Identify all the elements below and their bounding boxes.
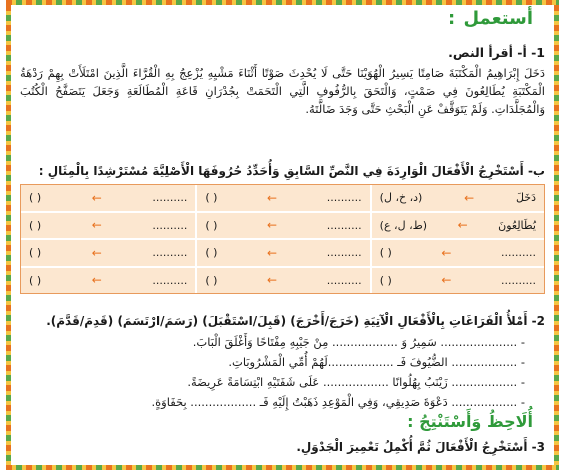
- reading-passage: دَخَلَ إِبْرَاهِيمُ الْمَكْتَبَةَ صَامِتًا يَسِيرُ الْهُوَيْنَا حَتَّى لَا يُحْدِثَ صَوْتًا أَثْنَاءَ مَشْيِهِ يُزْعِجُ بِهِ الْقُرَّاءَ الَّذِينَ امْتَلَأَتْ بِهِمْ رَدْهَةُ الْمَكْتَبَةِ يُطَالِعُونَ فِي صَمْتٍ، وَالْتَحَقَ بِالرُّفُوفِ الَّتِي الْتَحَمَتْ بِجُدْرَانِ قَاعَةِ الْمُطَالَعَةِ وَجَعَلَ يَتَصَفَّحُ الْكُتُبَ وَالْمُجَلَّدَاتِ. وَلَمْ يَتَوَقَّفْ عَنِ الْبَحْثِ حَتَّى وَجَدَ ضَالَّتَهُ.: [20, 66, 545, 116]
- verb-word[interactable]: ..........: [152, 218, 188, 232]
- verb-word[interactable]: ..........: [326, 273, 362, 287]
- arrow-left-icon: ←: [457, 218, 468, 233]
- roots-cell: [197, 268, 369, 294]
- roots-cell: [372, 240, 544, 268]
- roots-column-3: [21, 185, 195, 293]
- roots-cell: [21, 213, 195, 241]
- arrow-left-icon: ←: [91, 218, 102, 233]
- roots-cell: [197, 185, 369, 213]
- question-2-instruction: 2- أَمْلأُ الْفَرَاغَاتِ بِالْأَفْعَالِ الْآتِيَةِ (خَرَجَ/أَخْرَجَ) (قَبِلَ/اسْتَقْبَلَ) (رَسَمَ/ارْتَسَمَ) (قَدِمَ/قَدَّمَ).: [46, 314, 545, 328]
- roots-cell: [197, 240, 369, 268]
- verb-word[interactable]: ..........: [326, 218, 362, 232]
- roots-cell: [21, 185, 195, 213]
- roots-cell: [197, 213, 369, 241]
- arrow-left-icon: ←: [267, 273, 278, 288]
- root-letters[interactable]: ( ): [205, 246, 218, 260]
- root-letters[interactable]: ( ): [29, 273, 42, 287]
- arrow-left-icon: ←: [91, 245, 102, 260]
- arrow-left-icon: ←: [464, 190, 475, 205]
- arrow-left-icon: ←: [441, 273, 452, 288]
- verb-word[interactable]: ..........: [152, 273, 188, 287]
- verb-word[interactable]: ..........: [152, 191, 188, 205]
- question-1b-instruction: ب- أَسْتَخْرِجُ الْأَفْعَالَ الْوَارِدَةَ فِي النَّصِّ السَّابِقِ وَأُحَدِّدُ حُرُوفَهَا الْأَصْلِيَّةَ مُسْتَرْشِدًا بِالْمِثَالِ :: [38, 164, 545, 178]
- fill-in-lines: [70, 332, 525, 412]
- roots-cell: [372, 268, 544, 294]
- root-letters: (د، خ، ل): [379, 191, 423, 205]
- verb-word[interactable]: ..........: [501, 273, 536, 287]
- root-letters[interactable]: ( ): [379, 246, 392, 260]
- observe-conclude-heading: أُلَاحِظُ وَأَسْتَنْتِجُ :: [407, 412, 533, 431]
- verb-word[interactable]: ..........: [501, 246, 536, 260]
- section-heading-text: أستعمل: [463, 8, 533, 29]
- roots-cell: [21, 240, 195, 268]
- arrow-left-icon: ←: [267, 190, 278, 205]
- question-1-title: [20, 44, 545, 62]
- roots-cell: [372, 213, 544, 241]
- decorative-border-bottom: [6, 465, 559, 470]
- decorative-border-right: [554, 5, 559, 465]
- decorative-border-top: [6, 0, 559, 5]
- root-letters[interactable]: ( ): [379, 273, 392, 287]
- roots-column-1: [370, 185, 544, 293]
- root-letters[interactable]: ( ): [205, 191, 218, 205]
- root-letters: (ط، ل، ع): [379, 218, 428, 232]
- section-heading-colon: :: [448, 8, 456, 29]
- arrow-left-icon: ←: [267, 245, 278, 260]
- arrow-left-icon: ←: [441, 245, 452, 260]
- root-letters[interactable]: ( ): [205, 218, 218, 232]
- roots-column-2: [195, 185, 369, 293]
- roots-table: [20, 184, 545, 294]
- root-letters[interactable]: ( ): [29, 191, 42, 205]
- root-letters[interactable]: ( ): [29, 246, 42, 260]
- root-letters[interactable]: ( ): [29, 218, 42, 232]
- section-heading: [448, 8, 533, 29]
- fill-in-line[interactable]: - ..................... سَمِيرُ وَ .................. مِنْ جَيْبِهِ مِفْتَاحًا وَأَغْلَقَ الْبَابَ.: [192, 335, 525, 349]
- arrow-left-icon: ←: [91, 190, 102, 205]
- roots-cell: [21, 268, 195, 294]
- question-1-label: أ- أقرأ النص.: [448, 45, 527, 60]
- verb-word[interactable]: ..........: [326, 246, 362, 260]
- arrow-left-icon: ←: [91, 273, 102, 288]
- fill-in-line[interactable]: - .................. دَعْوَةَ صَدِيقِي، وَفِي الْمَوْعِدِ ذَهَبْتُ إِلَيْهِ فَـ .................. بِحَفَاوَةٍ.: [151, 395, 525, 409]
- verb-word[interactable]: ..........: [152, 246, 188, 260]
- question-3-instruction: 3- أَسْتَخْرِجُ الْأَفْعَالَ ثُمَّ أُكْمِلُ تَعْمِيرَ الْجَدْوَلِ.: [296, 440, 545, 454]
- root-letters[interactable]: ( ): [205, 273, 218, 287]
- fill-in-line[interactable]: - .................. الضُّيُوفَ فَـ ..................لَهُمْ أُمِّي الْمَشْرُوبَاتِ.: [228, 355, 525, 369]
- roots-cell: [372, 185, 544, 213]
- verb-word[interactable]: ..........: [326, 191, 362, 205]
- verb-word: دَخَلَ: [515, 191, 536, 205]
- decorative-border-left: [6, 5, 11, 465]
- arrow-left-icon: ←: [267, 218, 278, 233]
- verb-word: يُطَالِعُونَ: [498, 218, 536, 232]
- question-1-number: 1-: [531, 45, 545, 60]
- fill-in-line[interactable]: - .................. زَيْنَبُ بِهُلُوانًا .................. عَلَى شَفَتَيْهِ ابْتِسَامَةً عَرِيضَةً.: [187, 375, 525, 389]
